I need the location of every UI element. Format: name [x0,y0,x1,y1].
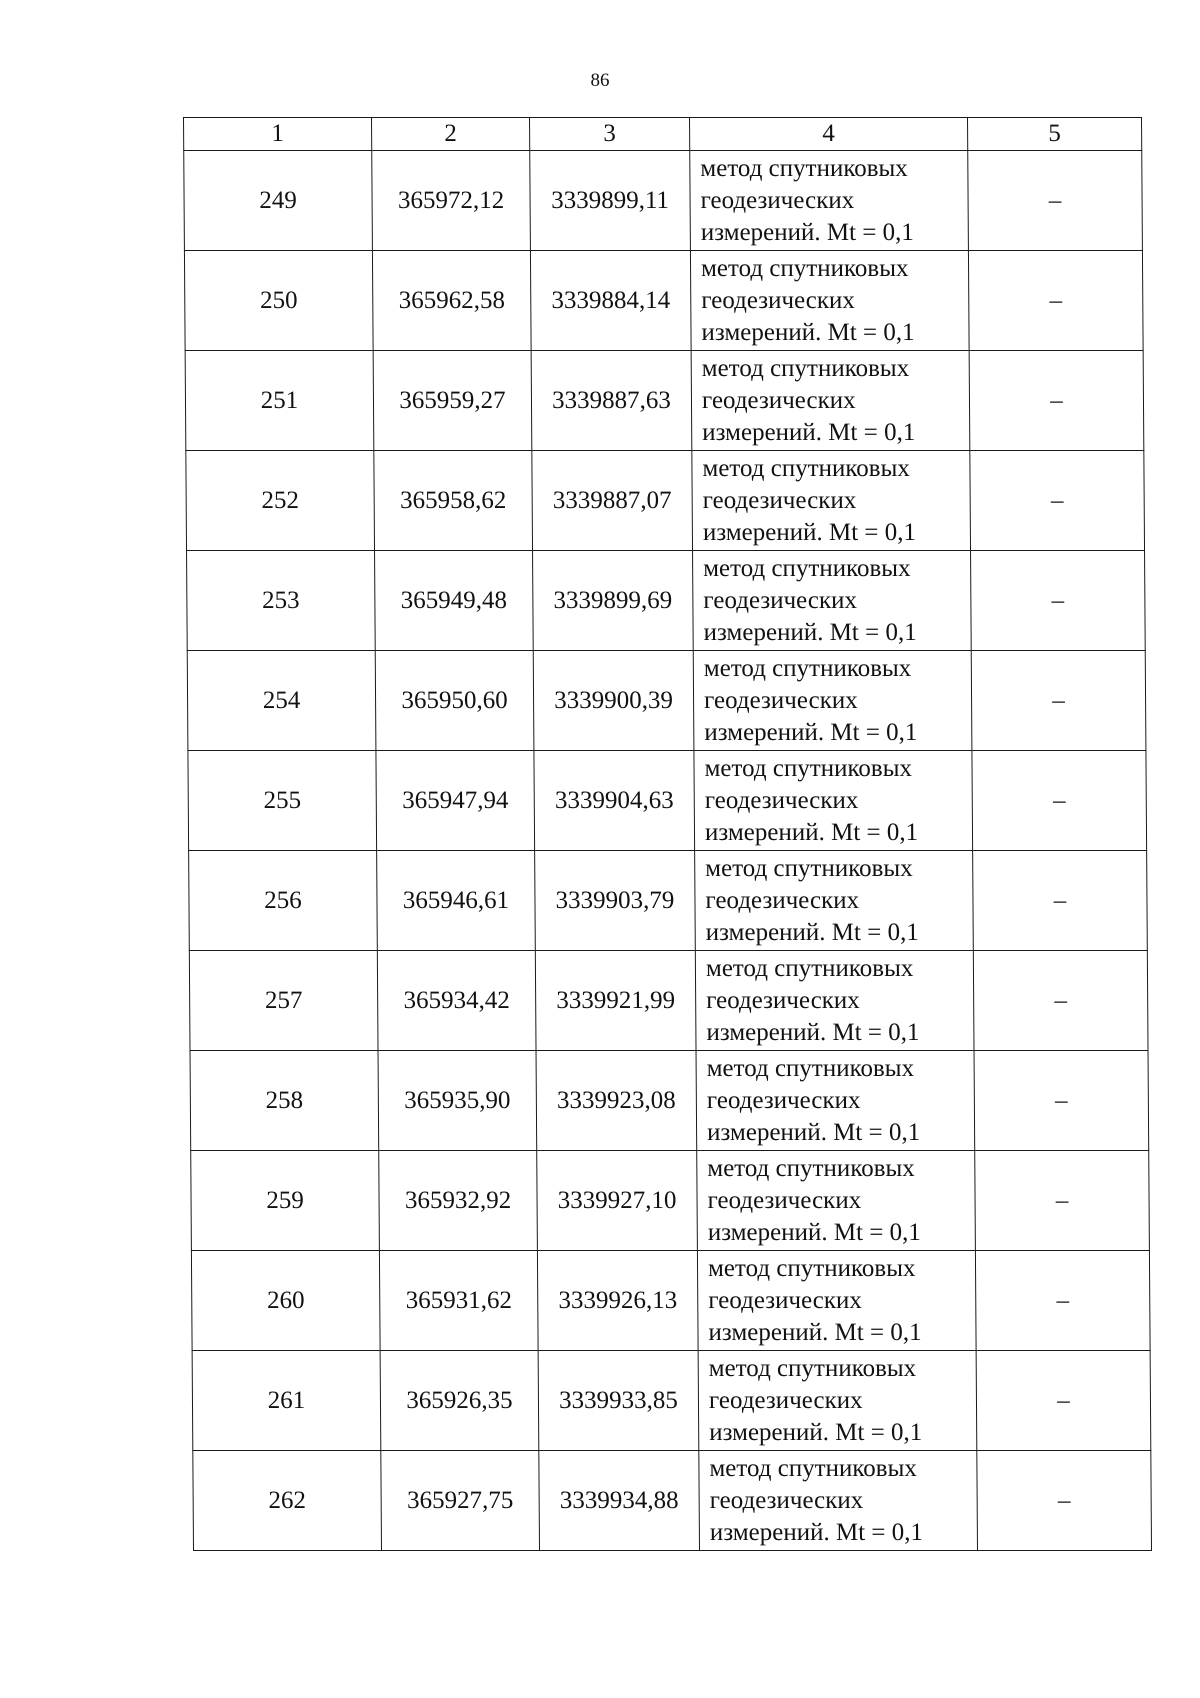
x-coordinate-cell: 365932,92 [379,1151,538,1251]
page-number: 86 [590,70,610,91]
note-cell: – [975,1251,1150,1351]
note-cell: – [972,751,1147,851]
note-cell: – [976,1351,1151,1451]
method-cell [699,1451,978,1551]
method-line: метод спутниковых [709,1454,917,1482]
table-row [187,551,1146,651]
table-row [189,851,1148,951]
point-number-cell: 260 [191,1251,380,1351]
method-line: геодезических [703,686,858,714]
method-line: геодезических [707,1186,862,1214]
x-coordinate-cell: 365926,35 [380,1351,539,1451]
note-cell: – [973,951,1148,1051]
method-line: измерений. Mt = 0,1 [702,518,917,546]
method-line: метод спутниковых [707,1154,915,1182]
method-cell [693,551,972,651]
y-coordinate-cell: 3339923,08 [536,1051,697,1151]
method-line: геодезических [704,786,859,814]
method-line: геодезических [701,286,855,314]
method-line: измерений. Mt = 0,1 [707,1218,921,1246]
table-row [188,751,1147,851]
method-line: измерений. Mt = 0,1 [709,1518,924,1546]
point-number-cell: 253 [187,551,376,651]
method-line: геодезических [703,586,858,614]
point-number-cell: 257 [189,951,378,1051]
y-coordinate-cell: 3339926,13 [537,1251,698,1351]
y-coordinate-cell: 3339903,79 [535,851,696,951]
column-header-5: 5 [968,118,1142,151]
method-line: метод спутниковых [704,754,913,782]
y-coordinate-cell: 3339884,14 [530,251,691,351]
coordinates-table [183,117,1152,1551]
method-line: метод спутниковых [708,1354,917,1382]
method-line: геодезических [700,186,855,214]
method-line: измерений. Mt = 0,1 [704,818,919,846]
y-coordinate-cell: 3339899,11 [530,151,691,251]
method-line: метод спутниковых [702,454,910,482]
table-row [192,1351,1151,1451]
note-cell: – [968,151,1143,251]
method-line: измерений. Mt = 0,1 [709,1418,923,1446]
method-line: измерений. Mt = 0,1 [705,918,919,946]
method-line: измерений. Mt = 0,1 [703,618,917,646]
method-cell [690,151,969,251]
method-cell [691,351,970,451]
y-coordinate-cell: 3339900,39 [533,651,694,751]
method-line: геодезических [701,386,856,414]
point-number-cell: 256 [189,851,378,951]
method-cell [698,1351,977,1451]
method-line: геодезических [706,986,860,1014]
method-line: измерений. Mt = 0,1 [706,1118,921,1146]
point-number-cell: 262 [193,1451,382,1551]
table-body [184,151,1152,1551]
method-line: метод спутниковых [703,554,911,582]
method-line: геодезических [702,486,857,514]
method-line: метод спутниковых [701,354,910,382]
column-header-1: 1 [184,118,372,151]
method-cell [692,451,971,551]
method-line: измерений. Mt = 0,1 [702,418,916,446]
method-cell [693,651,972,751]
table-row [193,1451,1152,1551]
column-header-4: 4 [690,118,968,151]
method-line: геодезических [706,1086,861,1114]
method-cell [694,751,973,851]
method-line: метод спутниковых [700,154,908,182]
y-coordinate-cell: 3339899,69 [533,551,694,651]
table-row [190,1051,1149,1151]
x-coordinate-cell: 365962,58 [372,251,531,351]
method-line: измерений. Mt = 0,1 [706,1018,920,1046]
method-line: метод спутниковых [706,1054,915,1082]
method-line: метод спутниковых [703,654,912,682]
point-number-cell: 252 [186,451,375,551]
method-cell [690,251,969,351]
x-coordinate-cell: 365934,42 [377,951,536,1051]
y-coordinate-cell: 3339927,10 [537,1151,698,1251]
column-header-2: 2 [372,118,530,151]
method-line: измерений. Mt = 0,1 [708,1318,922,1346]
x-coordinate-cell: 365927,75 [381,1451,540,1551]
x-coordinate-cell: 365931,62 [379,1251,538,1351]
point-number-cell: 254 [187,651,376,751]
x-coordinate-cell: 365950,60 [375,651,534,751]
method-line: измерений. Mt = 0,1 [700,218,914,246]
note-cell: – [973,851,1148,951]
method-line: метод спутниковых [705,954,914,982]
x-coordinate-cell: 365959,27 [373,351,532,451]
method-cell [697,1151,976,1251]
y-coordinate-cell: 3339933,85 [538,1351,699,1451]
table-header-row [184,118,1142,151]
method-line: геодезических [708,1286,862,1314]
y-coordinate-cell: 3339887,63 [531,351,692,451]
table-row [184,151,1143,251]
table-row [185,351,1144,451]
method-cell [695,851,974,951]
x-coordinate-cell: 365935,90 [378,1051,537,1151]
method-cell [695,951,974,1051]
table-row [189,951,1148,1051]
point-number-cell: 258 [190,1051,379,1151]
point-number-cell: 259 [191,1151,380,1251]
note-cell: – [971,651,1146,751]
method-line: метод спутниковых [707,1254,916,1282]
point-number-cell: 255 [188,751,377,851]
x-coordinate-cell: 365958,62 [374,451,533,551]
note-cell: – [970,451,1145,551]
note-cell: – [969,351,1144,451]
note-cell: – [977,1451,1152,1551]
method-line: метод спутниковых [705,854,913,882]
x-coordinate-cell: 365949,48 [375,551,534,651]
x-coordinate-cell: 365946,61 [377,851,536,951]
method-line: измерений. Mt = 0,1 [701,318,915,346]
table-row [187,651,1146,751]
method-cell [697,1251,976,1351]
method-line: измерений. Mt = 0,1 [704,718,918,746]
x-coordinate-cell: 365947,94 [376,751,535,851]
note-cell: – [971,551,1146,651]
point-number-cell: 261 [192,1351,381,1451]
y-coordinate-cell: 3339921,99 [535,951,696,1051]
method-cell [696,1051,975,1151]
note-cell: – [975,1151,1150,1251]
method-line: метод спутниковых [700,254,909,282]
table-row [186,451,1145,551]
note-cell: – [974,1051,1149,1151]
table-row [191,1251,1150,1351]
x-coordinate-cell: 365972,12 [372,151,531,251]
column-header-3: 3 [530,118,690,151]
table-row [184,251,1143,351]
note-cell: – [968,251,1143,351]
method-line: геодезических [705,886,860,914]
y-coordinate-cell: 3339904,63 [534,751,695,851]
table-row [191,1151,1150,1251]
point-number-cell: 251 [185,351,374,451]
y-coordinate-cell: 3339887,07 [532,451,693,551]
point-number-cell: 249 [184,151,373,251]
method-line: геодезических [709,1486,864,1514]
y-coordinate-cell: 3339934,88 [539,1451,700,1551]
method-line: геодезических [708,1386,863,1414]
point-number-cell: 250 [184,251,373,351]
